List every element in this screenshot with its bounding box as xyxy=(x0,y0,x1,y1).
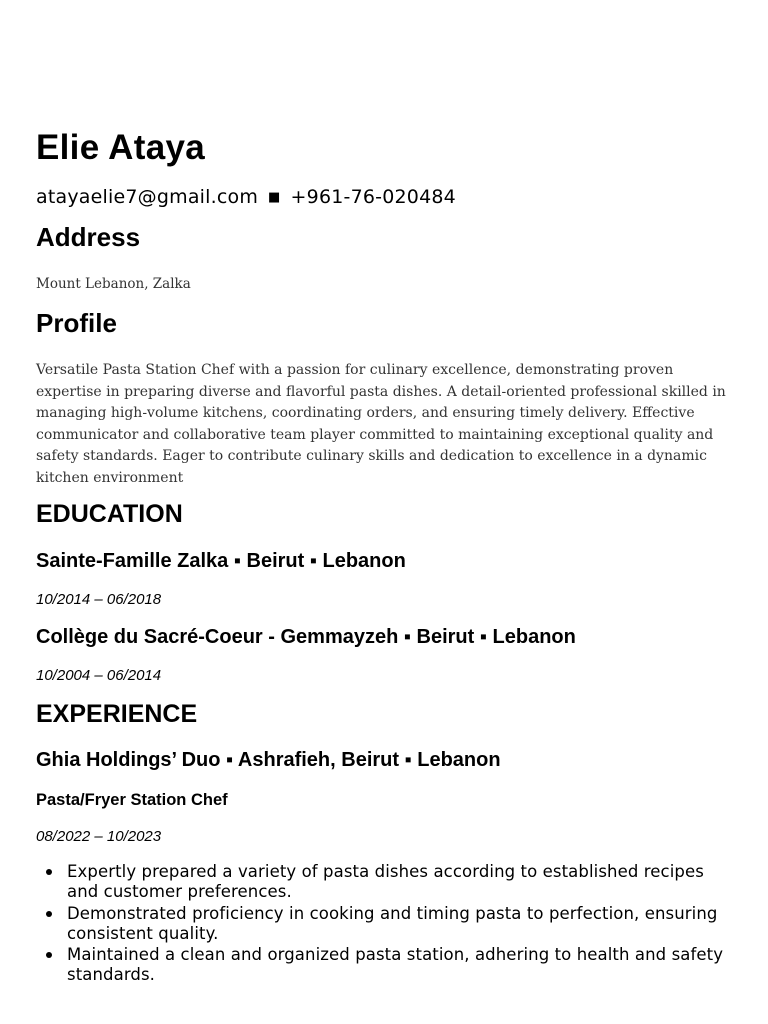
candidate-name: Elie Ataya xyxy=(36,128,206,167)
phone-link[interactable]: +961-76-020484 xyxy=(290,186,456,208)
email-link[interactable]: atayaelie7@gmail.com xyxy=(36,186,259,208)
address-text: Mount Lebanon, Zalka xyxy=(36,276,191,292)
education-dates: 10/2014 – 06/2018 xyxy=(36,591,162,608)
education-heading: EDUCATION xyxy=(36,500,183,528)
bullet-text: Maintained a clean and organized pasta station, adhering to health and safety standards. xyxy=(67,945,724,984)
bullet-icon xyxy=(46,869,52,875)
list-item xyxy=(46,862,736,902)
experience-bullet-list xyxy=(46,862,736,987)
education-institution: Collège du Sacré-Coeur - Gemmayzeh ▪ Beirut ▪ Lebanon xyxy=(36,626,576,648)
experience-role: Pasta/Fryer Station Chef xyxy=(36,791,228,809)
list-item xyxy=(46,904,736,944)
list-item xyxy=(46,945,736,985)
experience-dates: 08/2022 – 10/2023 xyxy=(36,828,162,845)
address-heading: Address xyxy=(36,222,141,252)
bullet-icon xyxy=(46,952,52,958)
profile-text: Versatile Pasta Station Chef with a passion for culinary excellence, demonstrating proven expertise in preparing diverse and flavorful pasta dishes. A detail-oriented professional skilled in managing high-volume kitchens, coordinating orders, and ensuring timely delivery. Effective communicator and collaborative team player committed to maintaining exceptional quality and safety standards. Eager to contribute culinary skills and dedication to excellence in a dynamic kitchen environment xyxy=(36,362,726,486)
experience-employer: Ghia Holdings’ Duo ▪ Ashrafieh, Beirut ▪ Lebanon xyxy=(36,749,501,771)
education-institution: Sainte-Famille Zalka ▪ Beirut ▪ Lebanon xyxy=(36,550,406,572)
bullet-text: Expertly prepared a variety of pasta dishes according to established recipes and customer preferences. xyxy=(67,862,704,901)
bullet-text: Demonstrated proficiency in cooking and timing pasta to perfection, ensuring consistent quality. xyxy=(67,903,718,943)
contact-separator: ■ xyxy=(268,190,281,205)
education-dates: 10/2004 – 06/2014 xyxy=(36,667,162,684)
contact-line xyxy=(36,186,456,208)
experience-heading: EXPERIENCE xyxy=(36,700,198,728)
bullet-icon xyxy=(46,911,52,917)
profile-heading: Profile xyxy=(36,308,117,338)
